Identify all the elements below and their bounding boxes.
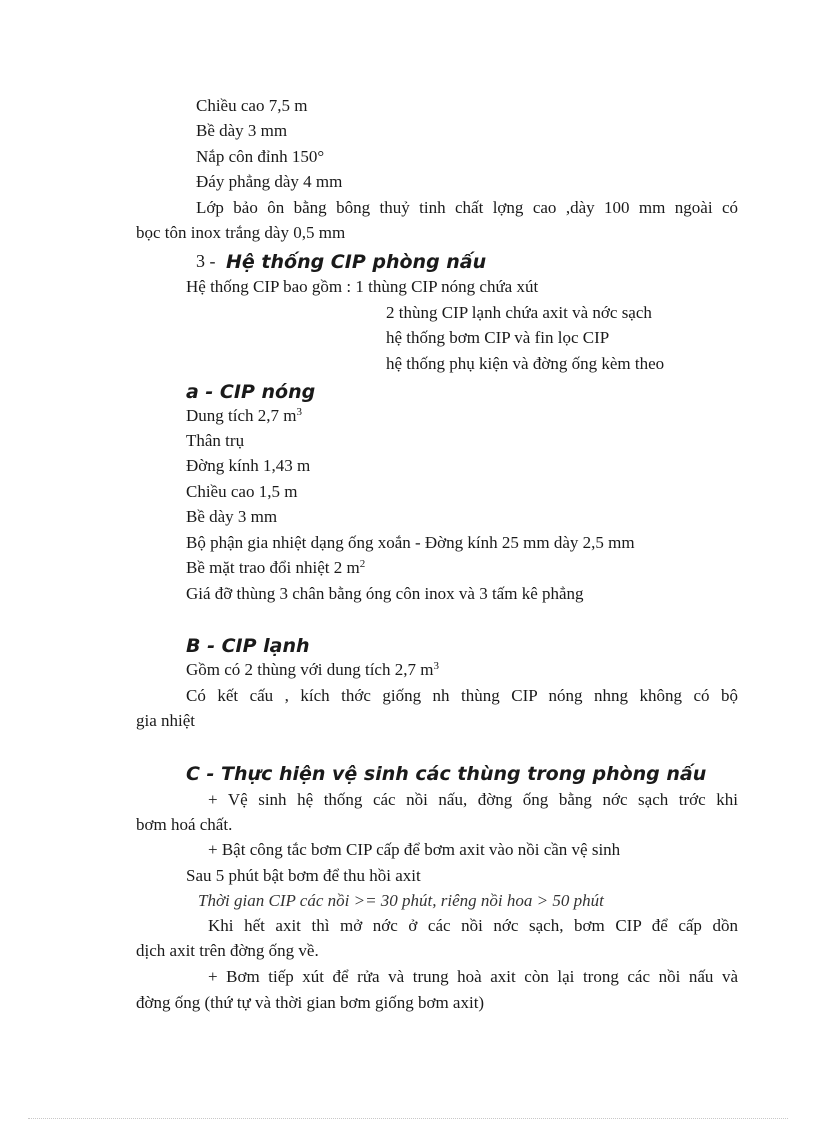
tank-thickness: Bề dày 3 mm [196,121,288,140]
cleaning-step2: + Bật công tắc bơm CIP cấp để bơm axit vào nồi cần vệ sinh [208,840,621,859]
cip-cold-structure-line1: Có kết cấu , kích thớc giống nh thùng CIP nóng nhng không có bộ [186,686,738,705]
cip-cold-tanks: Gồm có 2 thùng với dung tích 2,7 $m^3$ [186,660,439,679]
cleaning-step1-line1: + Vệ sinh hệ thống các nồi nấu, đờng ống bằng nớc sạch trớc khi [208,790,738,809]
tank-insulation-line2: bọc tôn inox trắng dày 0,5 mm [136,223,346,242]
tank-flat-bottom: Đáy phẳng dày 4 mm [196,172,343,191]
cip-system-intro: Hệ thống CIP bao gồm : 1 thùng CIP nóng chứa xút [186,277,539,296]
cleaning-step5-line2: đờng ống (thứ tự và thời gian bơm giống bơm axit) [136,993,485,1012]
page-footer-divider [28,1118,788,1119]
cleaning-step1-line2: bơm hoá chất. [136,815,233,834]
tank-cone-lid: Nắp côn đỉnh 150° [196,147,325,166]
list-item: hệ thống phụ kiện và đờng ống kèm theo [386,354,665,373]
cip-hot-body: Thân trụ [186,431,245,450]
cip-hot-heading: a - CIP nóng [186,381,316,403]
section-title: Hệ thống CIP phòng nấu [226,251,487,273]
cleaning-step5-line1: + Bơm tiếp xút để rửa và trung hoà axit còn lại trong các nồi nấu và [208,967,738,986]
cip-hot-diameter: Đờng kính 1,43 m [186,456,311,475]
cleaning-step4-line1: Khi hết axit thì mở nớc ở các nồi nớc sạch, bơm CIP để cấp dồn [208,916,738,935]
cip-hot-height: Chiều cao 1,5 m [186,482,298,501]
cleaning-heading: C - Thực hiện vệ sinh các thùng trong phòng nấu [186,763,707,785]
section-number: 3 - [196,251,216,271]
tank-insulation-line1: Lớp bảo ôn bằng bông thuỷ tinh chất lợng cao ,dày 100 mm ngoài có [196,198,738,217]
cip-cold-structure-line2: gia nhiệt [136,711,196,730]
list-item: hệ thống bơm CIP và fin lọc CIP [386,328,610,347]
cip-hot-heater: Bộ phận gia nhiệt dạng ống xoắn - Đờng kính 25 mm dày 2,5 mm [186,533,635,552]
cip-hot-exchange-area: Bề mặt trao đổi nhiệt 2 $m^2$ [186,558,366,577]
list-item: 2 thùng CIP lạnh chứa axit và nớc sạch [386,303,652,322]
cleaning-step4-line2: dịch axit trên đờng ống về. [136,941,319,960]
cleaning-time-note: Thời gian CIP các nồi >= 30 phút, riêng nồi hoa > 50 phút [198,891,604,910]
cleaning-step3: Sau 5 phút bật bơm để thu hồi axit [186,866,421,885]
cip-hot-stand: Giá đỡ thùng 3 chân bằng óng côn inox và 3 tấm kê phẳng [186,584,584,603]
cip-hot-capacity: Dung tích 2,7 $m^3$ [186,406,302,425]
cip-cold-heading: B - CIP lạnh [186,635,310,657]
tank-height: Chiều cao 7,5 m [196,96,308,115]
cip-hot-thickness: Bề dày 3 mm [186,507,278,526]
